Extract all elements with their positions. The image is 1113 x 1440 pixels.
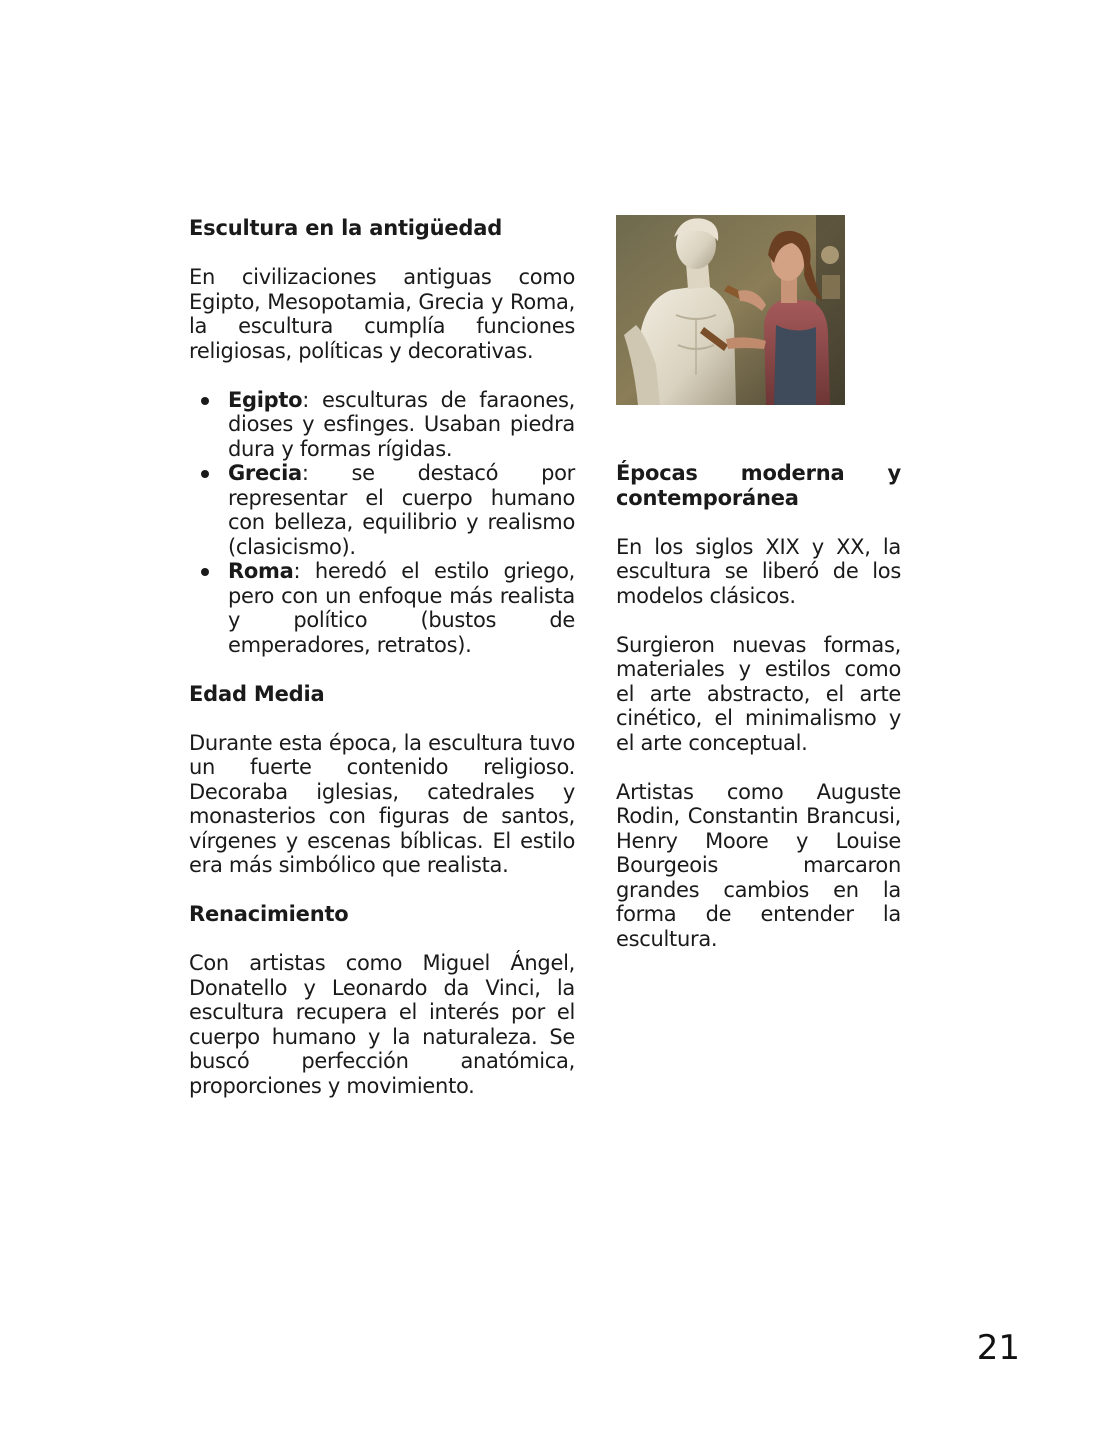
- right-column: [616, 215, 901, 951]
- modern-paragraph: Surgieron nuevas formas, materiales y estilos como el arte abstracto, el arte cinético, el minimalismo y el arte conceptual.: [616, 632, 901, 755]
- page-number: 21: [976, 1328, 1020, 1368]
- modern-paragraph: En los siglos XIX y XX, la escultura se liberó de los modelos clásicos.: [616, 534, 901, 608]
- renaissance-body: Con artistas como Miguel Ángel, Donatello y Leonardo da Vinci, la escultura recupera el interés por el cuerpo humano y la naturaleza. Se buscó perfección anatómica, proporciones y movimiento.: [189, 951, 575, 1098]
- heading-modern: Épocas moderna y contemporánea: [616, 461, 901, 510]
- sculptor-painting-image: [616, 215, 845, 405]
- modern-paragraph: Artistas como Auguste Rodin, Constantin Brancusi, Henry Moore y Louise Bourgeois marcaron grandes cambios en la forma de entender la escultura.: [616, 779, 901, 951]
- heading-middle-ages: Edad Media: [189, 681, 325, 706]
- bullet-icon: [201, 397, 209, 405]
- heading-antiquity: Escultura en la antigüedad: [189, 216, 503, 240]
- left-column: [189, 216, 575, 1098]
- heading-renaissance: Renacimiento: [189, 902, 349, 926]
- list-item: Roma: heredó el estilo griego, pero con un enfoque más realista y político (bustos de emperadores, retratos).: [189, 559, 575, 657]
- antiquity-intro: En civilizaciones antiguas como Egipto, Mesopotamia, Grecia y Roma, la escultura cumplía funciones religiosas, políticas y decorativas.: [189, 265, 575, 363]
- middle-ages-body: Durante esta época, la escultura tuvo un fuerte contenido religioso. Decoraba iglesias, catedrales y monasterios con figuras de santos, vírgenes y escenas bíblicas. El estilo era más simbólico que realista.: [189, 730, 575, 877]
- civilizations-list: [189, 388, 575, 658]
- list-item: Egipto: esculturas de faraones, dioses y esfinges. Usaban piedra dura y formas rígidas.: [189, 388, 575, 462]
- bullet-icon: [201, 568, 209, 576]
- bullet-icon: [201, 470, 209, 478]
- list-item: Grecia: se destacó por representar el cuerpo humano con belleza, equilibrio y realismo (clasicismo).: [189, 461, 575, 559]
